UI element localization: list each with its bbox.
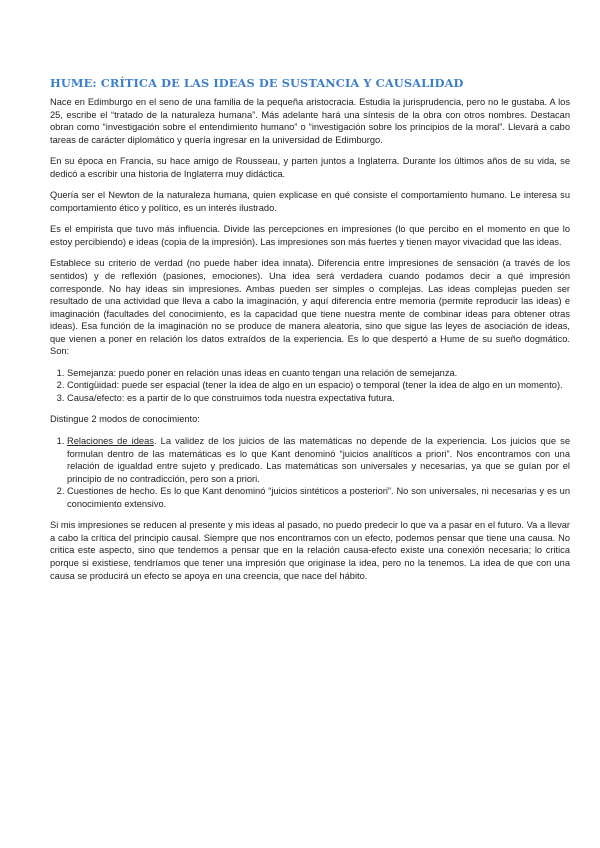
paragraph-truth-criterion: Establece su criterio de verdad (no puede haber idea innata). Diferencia entre impresiones de sensación (a través de los sentidos) y de reflexión (pasiones, emociones). Una idea será verdadera cuando podamos decir a qué impresión corresponde. No hay ideas sin impresiones. Ambas pueden ser simples o complejas. Las ideas complejas pueden ser resultado de una actividad que lleva a cabo la imaginación, y aquí diferencia entre memoria (permite reproducir las ideas) e imaginación (facultades del conocimiento, es la capacidad que tiene nuestra mente de combinar ideas para obtener otras ideas). Esa función de la imaginación no se produce de manera aleatoria, sino que sigue las leyes de asociación de ideas, que vienen a poner en relación los datos extraídos de la experiencia. Es lo que despertó a Hume de su sueño dogmático. Son: — [50, 258, 570, 357]
paragraph-biography: Nace en Edimburgo en el seno de una familia de la pequeña aristocracia. Estudia la jurisprudencia, pero no le gustaba. A los 25, escribe el “tratado de la naturaleza humana”. Más adelante hará una síntesis de la obra con otros nombres. Destacan obran como “investigación sobre el entendimiento humano” o “investigación sobre los principios de la moral”. Llevará a cabo tareas de carácter diplomático y quería ingresar en la universidad de Edimburgo. — [50, 97, 570, 145]
paragraph-france: En su época en Francia, su hace amigo de Rousseau, y parten juntos a Inglaterra. Durante los últimos años de su vida, se dedicó a escribir una historia de Inglaterra muy didáctica. — [50, 156, 570, 179]
list-item-text: . La validez de los juicios de las matemáticas no depende de la experiencia. Los juicios que se formulan dentro de las matemáticas es lo que Kant denominó “juicios analíticos a priori”. Nos encontramos con una relación de igualdad entre sujeto y predicado. Las matemáticas son universales y necesarias, ya que se guían por el principio de no contradicción, pero son a priori. — [67, 436, 570, 484]
list-item-relaciones-de-ideas — [67, 435, 570, 485]
document-title: HUME: CRÍTICA DE LAS IDEAS DE SUSTANCIA Y CAUSALIDAD — [50, 76, 464, 90]
paragraph-newton: Quería ser el Newton de la naturaleza humana, quien explicase en qué consiste el comportamiento humano. Le interesa su comportamiento ético y político, es un interés ilustrado. — [50, 190, 570, 213]
list-item-text: Cuestiones de hecho. Es lo que Kant denominó “juicios sintéticos a posteriori”. No son universales, ni necesarias y es un conocimiento extensivo. — [67, 486, 570, 509]
paragraph-causal-critique: Si mis impresiones se reducen al presente y mis ideas al pasado, no puedo predecir lo que va a pasar en el futuro. Va a llevar a cabo la crítica del principio causal. Siempre que nos encontramos con un efecto, podemos pensar que tiene una causa. No critica este aspecto, sino que tendemos a pensar que en la relación causa-efecto existe una conexión necesaria; lo critica porque si existiese, tendríamos que tener una impresión que originase la idea, pero no la tenemos. La idea de que con una causa se producirá un efecto se apoya en una creencia, que nace del hábito. — [50, 520, 570, 581]
association-laws-list — [50, 367, 570, 405]
knowledge-modes-list — [50, 435, 570, 510]
list-item-cuestiones-de-hecho — [67, 485, 570, 510]
document-body — [50, 96, 570, 591]
paragraph-perceptions: Es el empirista que tuvo más influencia. Divide las percepciones en impresiones (lo que percibo en el momento en que lo estoy percibiendo) e ideas (copia de la impresión). Las impresiones son más fuertes y tienen mayor vivacidad que las ideas. — [50, 224, 570, 247]
list-item-semejanza: 1. Semejanza: puedo poner en relación unas ideas en cuanto tengan una relación de semejanza. — [67, 367, 570, 380]
list-item-causa-efecto: 3. Causa/efecto: es a partir de lo que construimos toda nuestra expectativa futura. — [67, 392, 570, 405]
list-item-contiguidad: 2. Contigüidad: puede ser espacial (tener la idea de algo en un espacio) o temporal (tener la idea de algo en un momento). — [67, 379, 570, 392]
term-relaciones-de-ideas: Relaciones de ideas — [67, 436, 154, 447]
paragraph-knowledge-intro: Distingue 2 modos de conocimiento: — [50, 414, 200, 425]
